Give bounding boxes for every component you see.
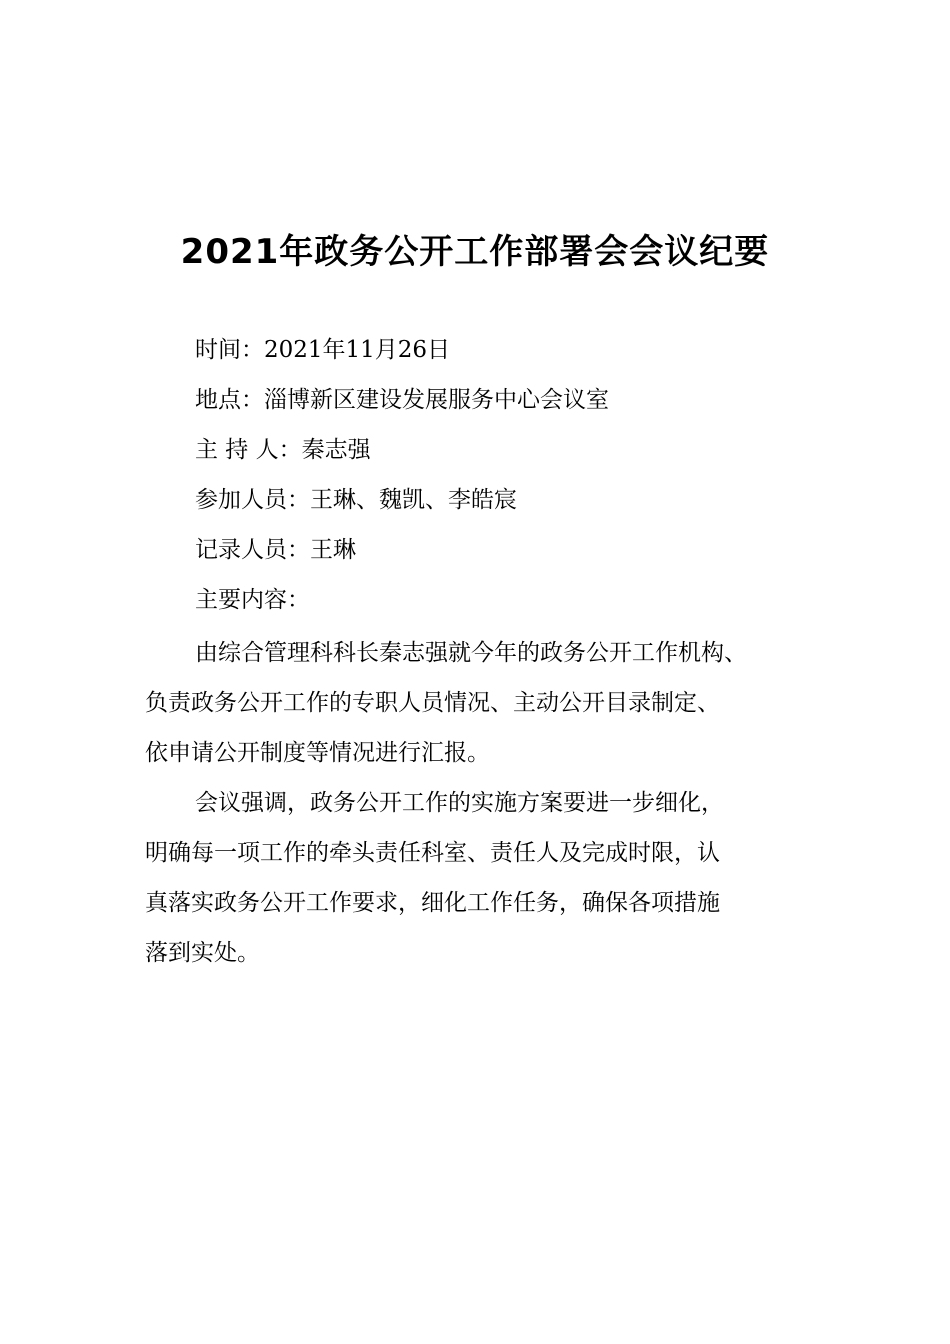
host-value: 秦志强 [301,437,371,463]
paragraph-line: 明确每一项工作的牵头责任科室、责任人及完成时限，认 [145,840,720,866]
time-label: 时间： [195,337,264,363]
main-content [145,628,815,978]
main-content-heading [195,580,835,630]
document-title: 2021年政务公开工作部署会会议纪要 [180,232,770,272]
meeting-time [195,330,835,380]
meeting-host [195,430,835,480]
meeting-participants [195,480,835,530]
content-paragraph [145,628,815,778]
location-label: 地点： [195,387,264,413]
paragraph-line: 落到实处。 [145,940,260,966]
participants-value: 王琳、魏凯、李皓宸 [310,487,517,513]
content-label: 主要内容： [195,587,310,613]
host-label: 主 持 人： [195,437,302,463]
paragraph-line: 会议强调，政务公开工作的实施方案要进一步细化， [195,790,724,816]
paragraph-line: 由综合管理科科长秦志强就今年的政务公开工作机构、 [195,640,747,666]
content-paragraph [145,778,815,978]
recorder-value: 王琳 [310,537,356,563]
meeting-location [195,380,835,430]
paragraph-line: 真落实政务公开工作要求，细化工作任务，确保各项措施 [145,890,720,916]
location-value: 淄博新区建设发展服务中心会议室 [264,387,609,413]
time-value: 2021年11月26日 [264,337,451,363]
meeting-info [195,330,835,630]
meeting-recorder [195,530,835,580]
paragraph-line: 负责政务公开工作的专职人员情况、主动公开目录制定、 [145,690,720,716]
paragraph-line: 依申请公开制度等情况进行汇报。 [145,740,490,766]
recorder-label: 记录人员： [195,537,310,563]
participants-label: 参加人员： [195,487,310,513]
